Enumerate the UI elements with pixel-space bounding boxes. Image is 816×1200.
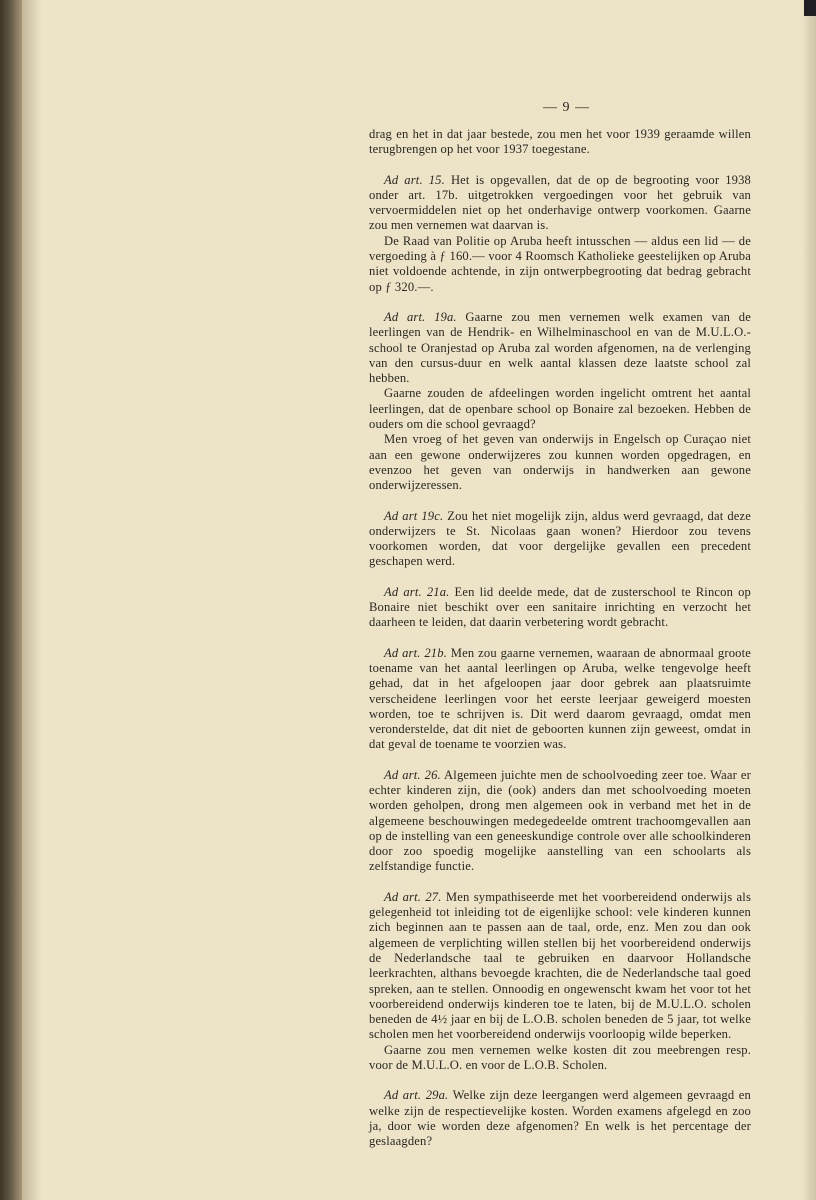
paragraph-text: Gaarne zouden de afdeelingen worden ingelicht omtrent het aantal leerlingen, dat de openbare school op Bonaire zal bezoeken. Hebben de ouders om die school gevraagd? [369,386,751,432]
paragraph [369,1043,751,1074]
paragraph [369,173,751,234]
paragraph-text: Men vroeg of het geven van onderwijs in Engelsch op Curaçao niet aan een gewone onderwijzeres zou kunnen worden opgedragen, en evenzoo het geven van onderwijs in handwerken aan gewone onderwijzeressen. [369,432,751,493]
paragraph [369,386,751,432]
paragraph-text: Zou het niet mogelijk zijn, aldus werd gevraagd, dat deze onderwijzers te St. Nicolaas gaan wonen? Hierdoor zou tevens voorkomen worden, dat voor dergelijke gevallen een precedent geschapen werd. [369,508,751,569]
article-reference: Ad art. 27. [384,889,442,904]
paragraph-text: Algemeen juichte men de schoolvoeding zeer toe. Waar er echter kinderen zijn, die (ook) anders dan met schoolvoeding moeten worden geholpen, drong men algemeen ook in verband met het in de algemeene beschouwingen medegedeelde omtrent trachoomgevallen aan op de instelling van een geneeskundige controle over alle schoolkinderen door zoo spoedig mogelijke aanstelling van een schoolarts als zelfstandige functie. [369,767,751,874]
page-number: — 9 — [543,100,590,115]
paragraph-text: drag en het in dat jaar bestede, zou men het voor 1939 geraamde willen terugbrengen op het voor 1937 toegestane. [369,127,751,157]
article-reference: Ad art. 21a. [384,584,450,599]
page-edge [802,0,816,1200]
paragraph-text: Men zou gaarne vernemen, waaraan de abnormaal groote toename van het aantal leerlingen op Aruba, welke tengevolge heeft gehad, dat in het afgeloopen jaar door gebrek aan plaatsruimte verscheidene leerlingen voor het eerste leerjaar geweigerd moesten worden, toe te schrijven is. Dit werd daarom gevraagd, omdat men veronderstelde, dat dit niet de geboorten kunnen zijn geweest, omdat in dat geval de toename te voorzien was. [369,645,751,752]
paragraph-text: Gaarne zou men vernemen welke kosten dit zou meebrengen resp. voor de M.U.L.O. en voor de L.O.B. Scholen. [369,1042,751,1073]
book-spine [0,0,22,1200]
paragraph-text: Het is opgevallen, dat de op de begrooting voor 1938 onder art. 17b. uitgetrokken vergoedingen voor het gebruik van vervoermiddelen niet op het onderhavige ontwerp voorkomen. Gaarne zou men vernemen wat daarvan is. [369,172,751,233]
paragraph [369,310,751,386]
paragraph-text: Men sympathiseerde met het voorbereidend onderwijs als gelegenheid tot inleiding tot de eigenlijke school: vele kinderen kunnen zich beginnen aan te passen aan de taal, orde, enz. Men zou dan ook algemeen de verplichting willen stellen bij het voorbereidend onderwijs de Nederlandsche taal te gebruiken en daarvoor Hollandsche leerkrachten, althans bevoegde krachten, die de Nederlandsche taal goed spreken, aan te stellen. Onnoodig en ongewenscht kwam het voor tot het voorbereidend onderwijs kinderen toe te laten, bij de M.U.L.O. scholen beneden de 4½ jaar en bij de L.O.B. scholen beneden de 5 jaar, tot welke scholen men het voorbereidend onderwijs voorloopig wilde beperken. [369,889,751,1042]
page-text [369,127,751,1150]
article-reference: Ad art. 26. [384,767,441,782]
paragraph-text: Gaarne zou men vernemen welk examen van de leerlingen van de Hendrik- en Wilhelminaschool en van de M.U.L.O.-school te Oranjestad op Aruba zal worden afgenomen, na de verlenging van den cursus-duur en welk aantal klassen deze laatste school zal hebben. [369,309,751,386]
paragraph [369,646,751,753]
paragraph [369,509,751,570]
paragraph-text: De Raad van Politie op Aruba heeft intusschen — aldus een lid — de vergoeding à ƒ 160.— voor 4 Roomsch Katholieke geestelijken op Aruba niet voldoende achtende, in zijn ontwerpbegrooting dat bedrag gebracht op ƒ 320.—. [369,233,751,294]
paragraph [369,432,751,493]
paragraph-text: Welke zijn deze leergangen werd algemeen gevraagd en welke zijn de respectievelijke kosten. Worden examens afgelegd en zoo ja, door wie worden deze afgenomen? En welk is het percentage der geslaagden? [369,1088,751,1149]
paragraph [369,1088,751,1149]
gutter-shadow [22,0,42,1200]
paragraph-text: Een lid deelde mede, dat de zusterschool te Rincon op Bonaire niet beschikt over een sanitaire inrichting en verzocht het daarheen te leiden, dat daarin verbetering wordt gebracht. [369,584,751,630]
article-reference: Ad art. 15. [384,172,445,187]
paragraph [369,127,751,158]
paragraph [369,234,751,295]
article-reference: Ad art 19c. [384,508,444,523]
corner-tab [804,0,816,16]
article-reference: Ad art. 21b. [384,645,447,660]
paragraph [369,768,751,875]
paragraph [369,890,751,1043]
paragraph [369,585,751,631]
article-reference: Ad art. 19a. [384,309,457,324]
article-reference: Ad art. 29a. [384,1088,449,1103]
